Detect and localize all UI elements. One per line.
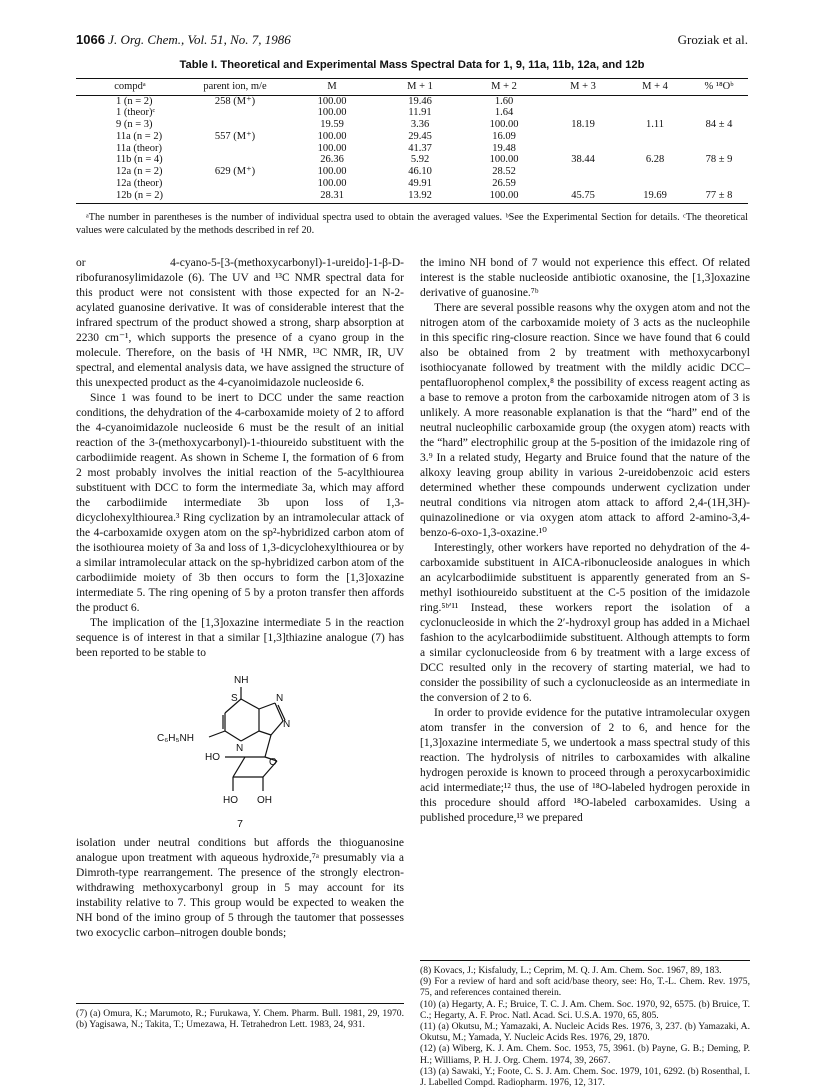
table-cell: 78 ± 9 (705, 154, 733, 166)
table-cell: 11b (n = 4) (116, 154, 163, 166)
structure-number: 7 (237, 818, 243, 830)
table-cell: 258 (M⁺) (214, 95, 256, 107)
structure-atom-label: N (283, 719, 291, 730)
table-header-cell: M + 1 (378, 79, 462, 96)
table-header-cell: M (286, 79, 378, 96)
table-cell: 12a (theor) (116, 177, 163, 189)
table-row (76, 119, 748, 131)
table-cell: 100.00 (317, 142, 347, 154)
table-cell (184, 154, 286, 166)
table-cell: 100.00 (317, 107, 347, 119)
footnote: (12) (a) Wiberg, K. J. Am. Chem. Soc. 1953, 75, 3961. (b) Payne, G. B.; Deming, P. H.; Williams, P. H. J. Org. Chem. 1974, 39, 2667. (420, 1043, 750, 1066)
table-cell (620, 131, 690, 143)
table-cell: 1 (n = 2) (116, 95, 153, 107)
table-header-cell: M + 2 (462, 79, 546, 96)
table-row (76, 107, 748, 119)
footnote: (11) (a) Okutsu, M.; Yamazaki, A. Nucleic Acids Res. 1976, 3, 237. (b) Yamazaki, A. Okutsu, M.; Yamada, Y. Nucleic Acids Res. 1976, 29, 1870. (420, 1021, 750, 1044)
paragraph: isolation under neutral conditions but affords the thioguanosine analogue upon treatment with aqueous hydroxide,⁷ᵃ presumably via a Dimroth-type rearrangement. The presence of the strongly electron-withdrawing methoxycarbonyl group in 5 may account for its instability relative to 7. This group would be expected to weaken the NH bond of the imino group of 5 through the tautomer that possesses two exocyclic carbon–nitrogen double bonds; (76, 837, 404, 939)
table-cell: 11.91 (408, 107, 432, 119)
table-row (76, 154, 748, 166)
table-cell: 16.09 (492, 130, 516, 142)
footnotes-left (76, 1003, 404, 1030)
running-head (76, 32, 748, 48)
table-cell (184, 107, 286, 119)
table-cell (620, 166, 690, 178)
journal-citation: J. Org. Chem., Vol. 51, No. 7, 1986 (108, 32, 291, 47)
footnote: (7) (a) Omura, K.; Marumoto, R.; Furukawa, Y. Chem. Pharm. Bull. 1981, 29, 1970. (b) Yagisawa, N.; Takita, T.; Umezawa, H. Tetrahedron Lett. 1983, 24, 931. (76, 1008, 404, 1031)
table-cell (690, 107, 748, 119)
table-cell (620, 178, 690, 190)
table-cell (620, 142, 690, 154)
table-cell: 557 (M⁺) (214, 130, 256, 142)
paragraph: Interestingly, other workers have reported no dehydration of the 4-carboxamide substituent in AICA-ribonucleoside analogues in which an acylcarbodiimide substituent is apparently generated from an S-methyl isothioureido substituent at the C-5 position of the imidazole ring.⁵ᵇʹ¹¹ Instead, these workers report the isolation of a cyclonucleoside in which the 2′-hydroxyl group has added in a Michael fashion to the acylcarbodiimide substituent. Although attempts to form a similar cyclonucleoside from 6 by treatment with a large excess of DCC resulted only in the recovery of starting material, we had to consider the possibility of such a cyclonucleoside as an intermediate in the conversion of 2 to 6. (420, 542, 750, 704)
table-cell (184, 142, 286, 154)
table-row (76, 178, 748, 190)
structure-7-diagram (145, 665, 335, 815)
table-cell: 12a (n = 2) (116, 166, 163, 178)
structure-atom-label: HO (205, 752, 220, 763)
table-header-cell: parent ion, m/e (184, 79, 286, 96)
table-row (76, 142, 748, 154)
table-cell (690, 178, 748, 190)
table-cell: 12b (n = 2) (76, 190, 184, 204)
paragraph: Since 1 was found to be inert to DCC under the same reaction conditions, the dehydration of the 4-carboxamide moiety of 2 to afford the 4-cyanoimidazole nucleoside 6 must be the result of an initial reaction of the 3-(methoxycarbonyl)-1-thioureido substituent with the carbodiimide reagent. As shown in Scheme I, the formation of 6 from 2 most probably involves the initial reaction of the 5-acylthiourea substituent with DCC to form the intermediate 3a, which may afford the carbodiimide intermediate 3b upon loss of 1,3-dicyclohexylthiourea.³ Ring cyclization by an intramolecular attack of the 4-carboxamide oxygen atom on the sp²-hybridized carbon atom of the isothiourea moiety of 3a and loss of 1,3-dicyclohexylthiourea or by a similar intramolecular attack on the sp-hybridized carbon atom of the carbodiimide moiety of 3b then occurs to form the [1,3]oxazine intermediate 5. The ring opening of 5 by a proton transfer then affords the product 6. (76, 392, 404, 614)
table-title: Table I. Theoretical and Experimental Mass Spectral Data for 1, 9, 11a, 11b, 12a, and 12b (179, 59, 645, 71)
structure-atom-label: N (236, 743, 244, 754)
table-cell: 26.36 (320, 154, 344, 166)
footnote: (10) (a) Hegarty, A. F.; Bruice, T. C. J. Am. Chem. Soc. 1970, 92, 6575. (b) Bruice, T. C.; Hegarty, A. F. Proc. Natl. Acad. Sci. U.S.A. 1970, 65, 805. (420, 998, 750, 1021)
table-cell: 45.75 (546, 190, 620, 204)
table-row (76, 166, 748, 178)
table-cell (546, 107, 620, 119)
table-cell: 629 (M⁺) (214, 166, 256, 178)
table-cell: 46.10 (408, 166, 432, 178)
table-row (76, 131, 748, 143)
table-cell: 77 ± 8 (690, 190, 748, 204)
paragraph: the imino NH bond of 7 would not experience this effect. Of related interest is the stable nucleoside antibiotic oxanosine, the [1,3]oxazine derivative of guanosine.⁷ᵇ (420, 257, 750, 299)
footnote: (9) For a review of hard and soft acid/base theory, see: Ho, T.-L. Chem. Rev. 1975, 75, and references contained therein. (420, 976, 750, 999)
table-cell: 29.45 (408, 130, 432, 142)
structure-atom-label: N (276, 693, 284, 704)
table-cell: 41.37 (408, 142, 432, 154)
table-cell: 13.92 (378, 190, 462, 204)
right-column (420, 256, 750, 826)
table-cell (184, 190, 286, 204)
table-cell (690, 131, 748, 143)
table-cell: 11a (theor) (116, 142, 162, 154)
table-cell (546, 95, 620, 107)
table-cell: 38.44 (571, 154, 595, 166)
table-cell: 100.00 (489, 118, 519, 130)
table-cell (546, 178, 620, 190)
table-cell: 9 (n = 3) (116, 118, 153, 130)
paragraph: There are several possible reasons why the oxygen atom and not the nitrogen atom of the carboxamide moiety of 3 acts as the nucleophile in this specific ring-closure reaction. Since we have found that 6 could also be obtained from 2 by treatment with methoxycarbonyl isothiocyanate followed by treatment with the mildly acidic DCC–pentafluorophenol complex,⁸ the possibility of excess reagent acting as a base to remove a proton from the carboxamide nitrogen atom of 3 is unlikely. A more reasonable explanation is that the “hard” end of the neutral nucleophilic carboxamide group (the oxygen atom) reacts with the “hard” electrophilic group at the 5-position of the imidazole ring of 3.⁹ In a related study, Hegarty and Bruice found that the nature of the alkoxy leaving group ability in various 2-ureidobenzoic acid esters determined whether these compounds underwent cyclization under neutral conditions via nitrogen atom attack to afford 2,4-(1H,3H)-quinazolinedione or via oxygen atom attack to afford 2-amino-3,4-benzo-6-oxo-1,3-oxazine.¹⁰ (420, 302, 750, 539)
table-cell: 19.46 (408, 95, 432, 107)
table-cell: 3.36 (410, 118, 430, 130)
page-number: 1066 (76, 32, 105, 47)
table-cell (546, 166, 620, 178)
table-cell: 5.92 (410, 154, 430, 166)
table-cell: 84 ± 4 (705, 118, 733, 130)
table-cell (690, 142, 748, 154)
table-cell: 1.64 (494, 107, 514, 119)
table-cell: 1 (theor)ᶜ (116, 107, 156, 119)
table-cell (690, 166, 748, 178)
table-cell (620, 95, 690, 107)
left-column (76, 256, 404, 941)
table-cell: 28.52 (492, 166, 516, 178)
table-cell (690, 95, 748, 107)
table-cell: 100.00 (317, 166, 347, 178)
table-cell: 19.48 (492, 142, 516, 154)
table-cell: 26.59 (492, 177, 516, 189)
table-cell: 100.00 (462, 190, 546, 204)
table-header-cell: compdᵃ (76, 79, 184, 96)
table-header-row (76, 79, 748, 96)
table-row (76, 95, 748, 107)
table-header-cell: % ¹⁸Oᵇ (690, 79, 748, 96)
table-cell: 6.28 (645, 154, 665, 166)
structure-atom-label: S (231, 693, 238, 704)
table-cell (546, 131, 620, 143)
structure-atom-label: OH (257, 795, 272, 806)
footnote: (8) Kovacs, J.; Kisfaludy, L.; Ceprim, M. Q. J. Am. Chem. Soc. 1967, 89, 183. (420, 965, 722, 976)
table-cell (184, 119, 286, 131)
paragraph: The implication of the [1,3]oxazine intermediate 5 in the reaction sequence is of interest in that a similar [1,3]thiazine analogue (7) has been reported to be stable to (76, 617, 404, 659)
table-cell (620, 107, 690, 119)
running-authors: Groziak et al. (677, 32, 748, 47)
table-cell: 1.11 (646, 118, 664, 130)
structure-atom-label: O (269, 757, 277, 768)
table-cell: 1.60 (494, 95, 514, 107)
paragraph: In order to provide evidence for the putative intramolecular oxygen atom transfer in the conversion of 2 to 6, and hence for the [1,3]oxazine intermediate 5, we undertook a mass spectral study of this reaction. The hydrolysis of nitriles to carboxamides with alkaline hydrogen peroxide is known to proceed through a peroxycarboximidic acid intermediate;¹² thus, the use of ¹⁸O-labeled hydrogen peroxide in this procedure should afford ¹⁸O-labeled carboxamides. Using a published procedure,¹³ we prepared (420, 707, 750, 824)
table-cell: 11a (n = 2) (116, 130, 163, 142)
table-header-cell: M + 4 (620, 79, 690, 96)
table-cell (546, 142, 620, 154)
table-cell: 100.00 (317, 177, 347, 189)
footnote: (13) (a) Sawaki, Y.; Foote, C. S. J. Am. Chem. Soc. 1979, 101, 6292. (b) Rosenthal, I. J. Labelled Compd. Radiopharm. 1976, 12, 317. (420, 1065, 750, 1088)
table-cell: 49.91 (408, 177, 432, 189)
structure-atom-label: NH (234, 675, 249, 686)
table-cell: 19.59 (320, 118, 344, 130)
table-cell: 18.19 (571, 118, 595, 130)
table-cell: 100.00 (489, 154, 519, 166)
paragraph: or 4-cyano-5-[3-(methoxycarbonyl)-1-ureido]-1-β-D-ribofuranosylimidazole (6). The UV and ¹³C NMR spectral data for this product were not consistent with those expected for an N-2-acylated guanosine derivative. It was of considerable interest that the infrared spectrum of the product showed a strong, sharp absorption at 2230 cm⁻¹, which supports the presence of a cyano group in the molecule. Therefore, on the basis of ¹H NMR, ¹³C NMR, IR, UV spectral, and elemental analysis data, we have assigned the structure of this unexpected product as the 4-cyanoimidazole nucleoside 6. (76, 257, 404, 389)
mass-spectral-table (76, 78, 748, 204)
table-cell: 100.00 (317, 95, 347, 107)
table-row (76, 190, 748, 204)
footnotes-right (420, 960, 750, 1088)
table-cell: 19.69 (620, 190, 690, 204)
table-cell (184, 178, 286, 190)
table-cell: 100.00 (317, 130, 347, 142)
table-header-cell: M + 3 (546, 79, 620, 96)
structure-atom-label: HO (223, 795, 238, 806)
table-cell: 28.31 (286, 190, 378, 204)
table-footnote: ᵃThe number in parentheses is the number of individual spectra used to obtain the averaged values. ᵇSee the Experimental Section for details. ᶜThe theoretical values were calculated by the methods described in ref 20. (76, 212, 748, 236)
structure-atom-label: C₆H₅NH (157, 733, 194, 744)
